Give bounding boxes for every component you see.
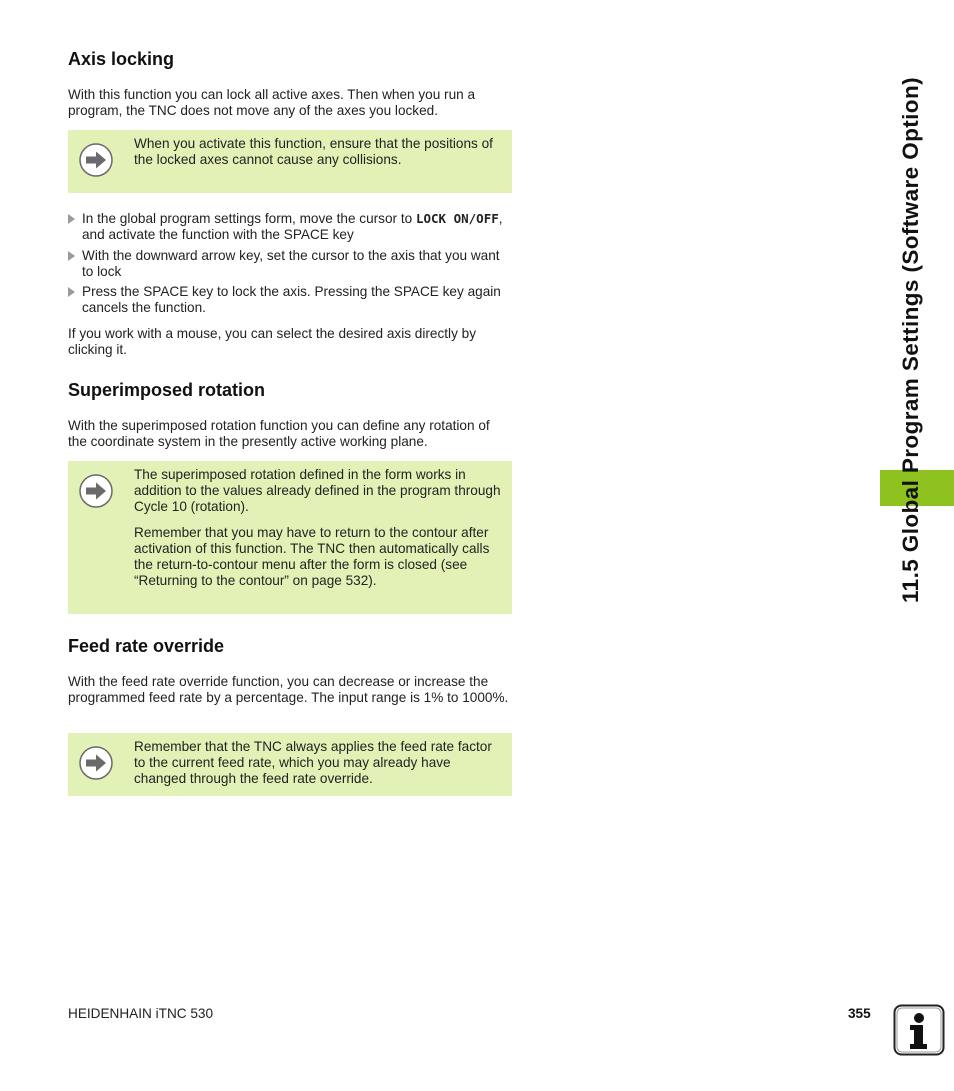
arrow-right-icon	[79, 746, 113, 780]
heading-superimposed-rotation: Superimposed rotation	[68, 380, 266, 400]
footer-product: HEIDENHAIN iTNC 530	[68, 1006, 214, 1021]
step-text-post: , and activate the function with the SPACE key	[82, 211, 503, 242]
note-paragraph: When you activate this function, ensure that the positions of the locked axes cannot cause any collisions.	[134, 136, 493, 167]
heading-axis-locking: Axis locking	[68, 49, 175, 69]
note-text	[134, 467, 504, 599]
note-box-feed-rate-override	[68, 733, 512, 796]
step-text-pre: In the global program settings form, move the cursor to	[82, 211, 416, 226]
note-paragraph: The superimposed rotation defined in the form works in addition to the values already defined in the program through Cycle 10 (rotation).	[134, 467, 501, 514]
note-paragraph: Remember that you may have to return to the contour after activation of this function. The TNC then automatically calls the return-to-contour menu after the form is closed (see “Returning to the contour” on page 532).	[134, 525, 490, 588]
step-text: With the downward arrow key, set the cursor to the axis that you want to lock	[82, 248, 500, 279]
arrow-right-icon	[79, 143, 113, 177]
page-number: 355	[848, 1006, 871, 1021]
axis-locking-outro: If you work with a mouse, you can select the desired axis directly by clicking it.	[68, 326, 476, 357]
note-box-axis-locking	[68, 130, 512, 193]
step-text: Press the SPACE key to lock the axis. Pressing the SPACE key again cancels the function.	[82, 284, 501, 315]
arrow-right-icon	[79, 474, 113, 508]
feed-rate-override-intro: With the feed rate override function, you can decrease or increase the programmed feed rate by a percentage. The input range is 1% to 1000%.	[68, 674, 509, 705]
step-triangle-icon	[68, 251, 75, 261]
step-text	[82, 211, 512, 243]
info-icon	[893, 1004, 945, 1056]
step-triangle-icon	[68, 287, 75, 297]
code-lock-on-off: LOCK ON/OFF	[415, 211, 499, 226]
note-text	[134, 136, 504, 178]
chapter-side-title: 11.5 Global Program Settings (Software Option)	[898, 77, 923, 603]
superimposed-rotation-intro: With the superimposed rotation function you can define any rotation of the coordinate system in the presently active working plane.	[68, 418, 490, 449]
note-paragraph: Remember that the TNC always applies the feed rate factor to the current feed rate, which you may already have changed through the feed rate override.	[134, 739, 492, 786]
axis-locking-intro: With this function you can lock all active axes. Then when you run a program, the TNC does not move any of the axes you locked.	[68, 87, 476, 118]
note-text	[134, 739, 504, 797]
note-box-superimposed-rotation	[68, 461, 512, 614]
step-triangle-icon	[68, 214, 75, 224]
heading-feed-rate-override: Feed rate override	[68, 636, 225, 656]
